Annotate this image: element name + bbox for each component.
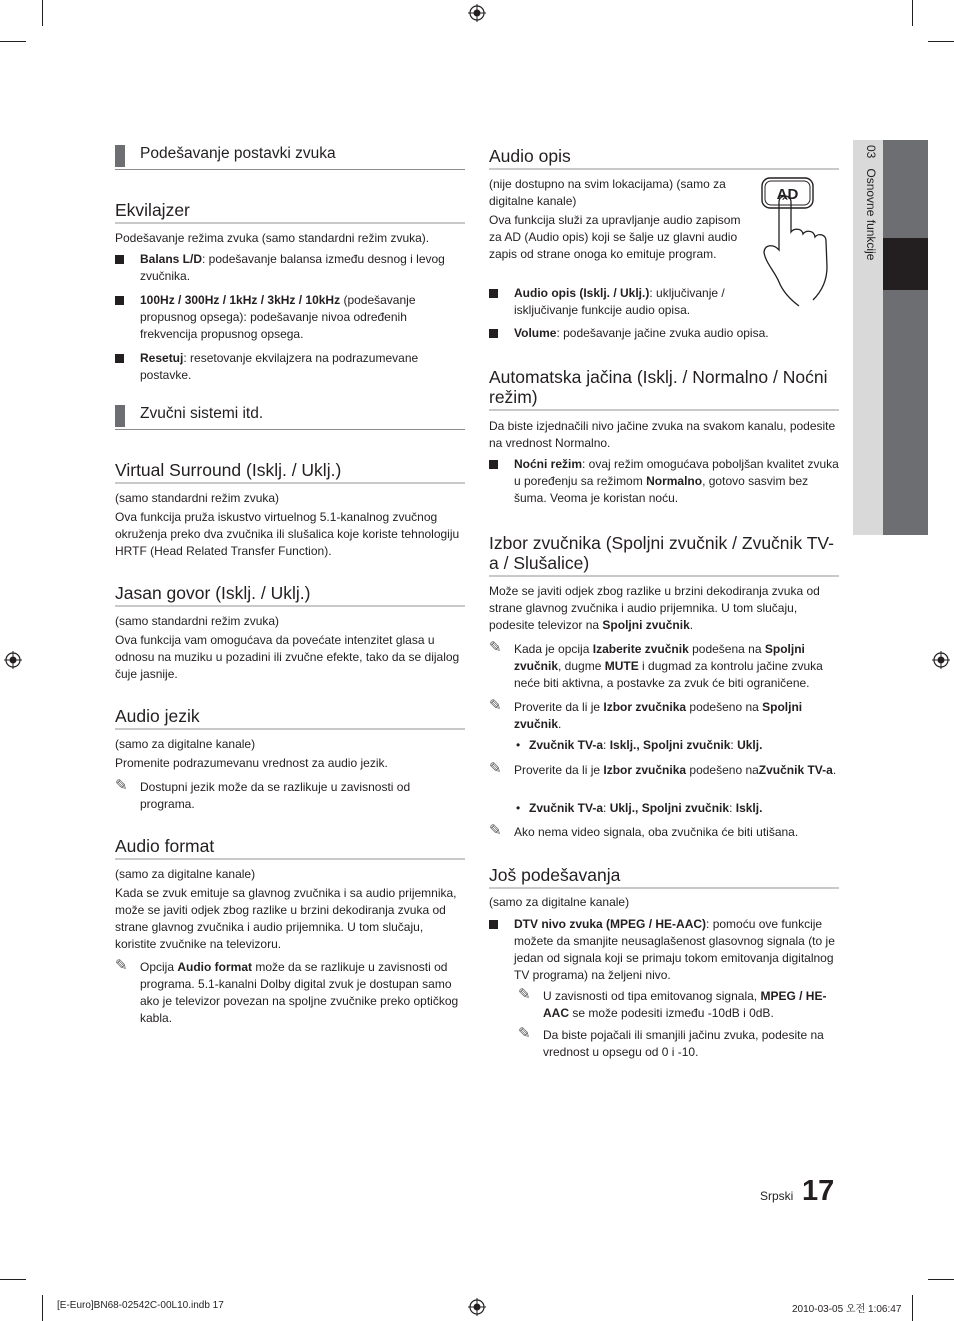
registration-mark-icon: [4, 651, 22, 669]
crop-mark: [912, 1295, 913, 1321]
note-term: Spoljni zvučnik: [514, 642, 805, 673]
bullet-term: DTV nivo zvuka (MPEG / HE-AAC): [514, 917, 707, 931]
section-title-audio-format: Audio format: [115, 836, 465, 860]
bullet-text: (podešavanje propusnog opsega): podešavanje nivoa određenih frekvencija propusnog opsega.: [140, 293, 416, 341]
chapter-name: Osnovne funkcije: [864, 168, 878, 261]
note-text: Opcija: [140, 960, 178, 974]
note-text: Da biste pojačali ili smanjili jačinu zvuka, podesite na vrednost u opsegu od 0 i -10.: [543, 1028, 824, 1059]
note-text: .: [832, 763, 837, 777]
section-title-jos-podesavanja: Još podešavanja: [489, 865, 839, 889]
bullet-text: : resetovanje ekvilajzera na podrazumevane postavke.: [140, 351, 419, 382]
pencil-note-icon: ✎: [518, 1025, 531, 1042]
desc-term: Spoljni zvučnik: [602, 618, 690, 632]
note-item: [489, 762, 839, 779]
bullet-item: [489, 916, 839, 984]
section-title-virtual-surround: Virtual Surround (Isklj. / Uklj.): [115, 460, 465, 484]
subsection-header: [115, 405, 465, 430]
bullet-text: , gotovo sasvim bez šuma. Veoma je koristan noću.: [514, 474, 809, 505]
footer-file: [E-Euro]BN68-02542C-00L10.indb 17: [57, 1300, 224, 1311]
section-desc: Promenite podrazumevanu vrednost za audio jezik.: [115, 756, 388, 770]
dot-term: Zvučnik TV-a: [529, 801, 604, 815]
section-desc: [489, 583, 839, 634]
bullet-term: Audio opis (Isklj. / Uklj.): [514, 286, 650, 300]
pencil-note-icon: ✎: [115, 957, 128, 974]
note-text: Proverite da li je: [514, 700, 604, 714]
note-term: Izbor zvučnika: [603, 700, 687, 714]
note-text: se može podesiti između -10dB i 0dB.: [569, 1006, 774, 1020]
subsection-header: [115, 145, 465, 170]
section-note: (samo standardni režim zvuka): [115, 491, 280, 505]
note-text: podešena na: [688, 642, 765, 656]
bullet-text: : uključivanje / isključivanje funkcije audio opisa.: [514, 286, 725, 317]
dot-term: Uklj., Spoljni zvučnik: [609, 801, 730, 815]
chapter-tab-label: [858, 145, 878, 260]
dot-text: :: [730, 738, 738, 752]
dot-text: :: [603, 738, 610, 752]
note-item: [489, 824, 839, 841]
section-title-ekvilajzer: Ekvilajzer: [115, 200, 465, 224]
note-text: .: [558, 717, 562, 731]
chapter-tab-strip: [883, 140, 928, 238]
section-title-jasan-govor: Jasan govor (Isklj. / Uklj.): [115, 583, 465, 607]
crop-mark: [0, 41, 26, 42]
section-title-audio-jezik: Audio jezik: [115, 706, 465, 730]
crop-mark: [928, 41, 954, 42]
bullet-item: [115, 292, 440, 343]
note-item: [489, 641, 839, 692]
bullet-text: : pomoću ove funkcije možete da smanjite neusaglašenost glasovnog signala (to je jedan od signala koji se primaju tokom emitovanja digitalnog TV programa) na željeni nivo.: [514, 917, 835, 982]
note-item: [115, 779, 440, 813]
note-term: MUTE: [604, 659, 639, 673]
pencil-note-icon: ✎: [489, 822, 502, 839]
bullet-term: Noćni režim: [514, 457, 583, 471]
registration-mark-icon: [468, 4, 486, 22]
registration-mark-icon: [468, 1298, 486, 1316]
crop-mark: [912, 0, 913, 26]
note-item: [518, 1027, 839, 1061]
subsection-title: Podešavanje postavki zvuka: [140, 145, 336, 162]
dot-item: [514, 737, 839, 754]
note-term: MPEG / HE-AAC: [543, 989, 827, 1020]
page-language: Srpski: [760, 1189, 794, 1203]
chapter-tab-marker: [883, 238, 928, 290]
dot-term: Isklj.: [735, 801, 763, 815]
chapter-number: 03: [864, 145, 878, 159]
section-desc: Podešavanje režima zvuka (samo standardni režim zvuka).: [115, 231, 430, 245]
dot-term: Zvučnik TV-a: [529, 738, 604, 752]
desc-text: .: [689, 618, 694, 632]
crop-mark: [42, 0, 43, 26]
pencil-note-icon: ✎: [489, 697, 502, 714]
section-desc: Da biste izjednačili nivo jačine zvuka na svakom kanalu, podesite na vrednost Normalno.: [489, 419, 836, 450]
ad-remote-hand-icon: [755, 172, 840, 307]
note-term: Spoljni zvučnik: [514, 700, 803, 731]
section-title-audio-opis: Audio opis: [489, 146, 839, 170]
dot-text: :: [603, 801, 610, 815]
section-desc: Ova funkcija vam omogućava da povećate intenzitet glasa u odnosu na muziku u pozadini ili zvučne efekte, tako da se dijalog čuje jasnije.: [115, 633, 460, 681]
pencil-note-icon: ✎: [115, 777, 128, 794]
dot-term: Uklj.: [737, 738, 763, 752]
note-text: Dostupni jezik može da se razlikuje u zavisnosti od programa.: [140, 780, 411, 811]
section-note: (samo za digitalne kanale): [115, 737, 256, 751]
section-title-izbor-zvucnika: Izbor zvučnika (Spoljni zvučnik / Zvučnik TV-a / Slušalice): [489, 533, 839, 577]
bullet-text: : podešavanje balansa između desnog i levog zvučnika.: [140, 252, 445, 283]
bullet-item: [489, 285, 739, 319]
note-item: [518, 988, 839, 1022]
ad-button-label: AD: [776, 186, 799, 203]
section-note: (samo za digitalne kanale): [489, 895, 630, 909]
section-title-automatska-jacina: Automatska jačina (Isklj. / Normalno / Noćni režim): [489, 367, 839, 411]
bullet-item: [489, 456, 839, 507]
desc-text: Ova funkcija služi za upravljanje audio zapisom za: [489, 213, 741, 244]
note-term: Audio format: [177, 960, 253, 974]
section-desc: Ova funkcija pruža iskustvo virtuelnog 5.1-kanalnog zvučnog okruženja preko dva zvučnika ili slušalica koje koriste tehnologiju HRTF (Head Related Transfer Function).: [115, 510, 460, 558]
section-note: (samo za digitalne kanale): [115, 867, 256, 881]
pencil-note-icon: ✎: [518, 986, 531, 1003]
desc-text: (Audio opis) koji se šalje uz glavni audio zapis od strane onoga ko emituje program.: [489, 230, 738, 261]
dot-text: :: [729, 801, 736, 815]
subsection-title: Zvučni sistemi itd.: [140, 405, 264, 422]
bullet-item: [115, 251, 460, 285]
dot-item: [514, 800, 839, 817]
bullet-term: Normalno: [646, 474, 703, 488]
note-term: Zvučnik TV-a: [758, 763, 833, 777]
note-text: može da se razlikuje u zavisnosti od programa. 5.1-kanalni Dolby digital zvuk je dostupan samo ako je televizor povezan na spoljne zvučnike preko optičkog kabla.: [140, 960, 459, 1025]
bullet-item: [115, 350, 440, 384]
note-text: , dugme: [558, 659, 605, 673]
crop-mark: [42, 1295, 43, 1321]
bullet-text: : ovaj režim omogućava poboljšan kvalitet zvuka u poređenju sa režimom: [514, 457, 839, 488]
subsection-bar: [115, 145, 125, 167]
desc-term: AD: [504, 230, 522, 244]
note-text: Proverite da li je: [514, 763, 604, 777]
note-text: podešeno na: [686, 700, 763, 714]
note-text: podešeno na: [686, 763, 759, 777]
note-term: Izaberite zvučnik: [592, 642, 689, 656]
bullet-term: Volume: [514, 326, 557, 340]
bullet-text: : podešavanje jačine zvuka audio opisa.: [556, 326, 769, 340]
section-desc: Kada se zvuk emituje sa glavnog zvučnika i sa audio prijemnika, može se javiti odjek zbog razlike u brzini dekodiranja zvuka od strane glavnog zvučnika i audio prijemnika. U tom slučaju, koristite zvučnike na televizoru.: [115, 886, 457, 951]
subsection-bar: [115, 405, 125, 427]
bullet-term: 100Hz / 300Hz / 1kHz / 3kHz / 10kHz: [140, 293, 341, 307]
section-desc: [489, 212, 744, 263]
note-item: [489, 699, 839, 733]
note-text: i dugmad za kontrolu jačine zvuka neće biti aktivna, a postavke za zvuk će biti ograničene.: [514, 659, 823, 690]
note-text: Ako nema video signala, oba zvučnika će biti utišana.: [514, 825, 799, 839]
bullet-term: Resetuj: [140, 351, 184, 365]
bullet-term: Balans L/D: [140, 252, 203, 266]
registration-mark-icon: [932, 651, 950, 669]
note-item: [115, 959, 465, 1027]
page-number: 17: [802, 1175, 835, 1207]
pencil-note-icon: ✎: [489, 639, 502, 656]
note-text: Kada je opcija: [514, 642, 593, 656]
crop-mark: [928, 1279, 954, 1280]
section-note: (nije dostupno na svim lokacijama) (samo za digitalne kanale): [489, 177, 726, 208]
note-term: Izbor zvučnika: [603, 763, 687, 777]
pencil-note-icon: ✎: [489, 760, 502, 777]
chapter-tab-strip: [883, 290, 928, 535]
crop-mark: [0, 1279, 26, 1280]
note-text: U zavisnosti od tipa emitovanog signala,: [543, 989, 761, 1003]
section-note: (samo standardni režim zvuka): [115, 614, 280, 628]
dot-term: Isklj., Spoljni zvučnik: [609, 738, 731, 752]
desc-text: Može se javiti odjek zbog razlike u brzini dekodiranja zvuka od strane glavnog zvučnika i audio prijemnika. U tom slučaju, podesite televizor na: [489, 584, 820, 632]
bullet-item: [489, 325, 839, 342]
footer-date: 2010-03-05 오전 1:06:47: [792, 1304, 902, 1315]
